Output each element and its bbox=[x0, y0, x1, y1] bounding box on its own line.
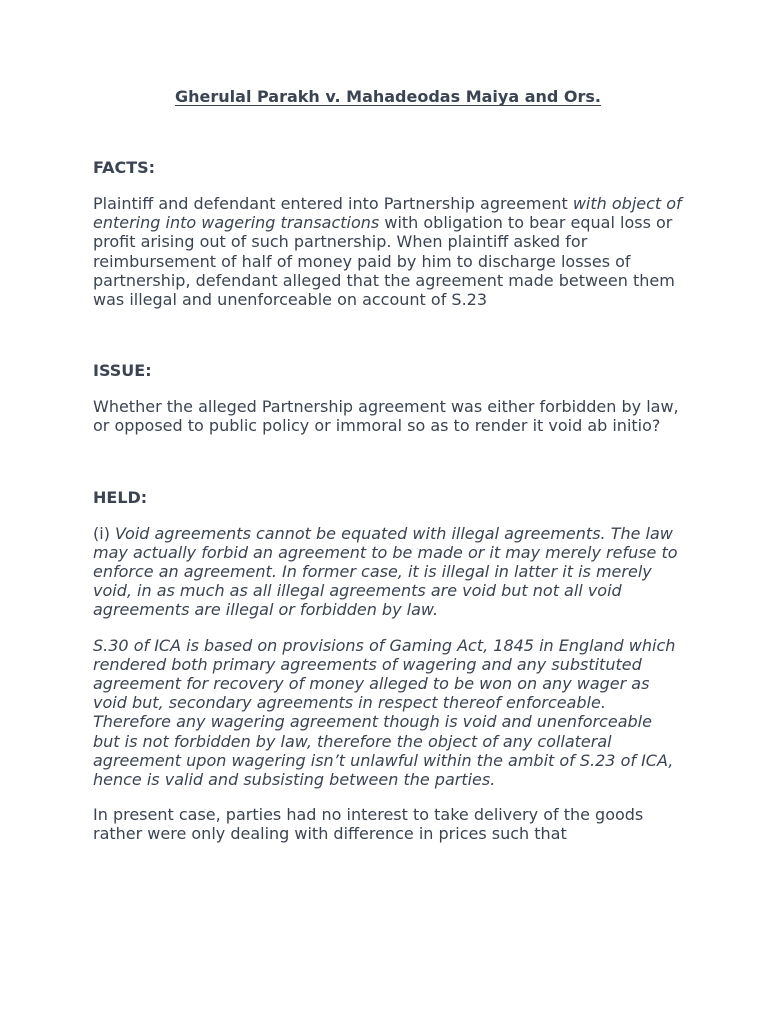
held-paragraph-1 bbox=[93, 524, 683, 620]
document-page bbox=[93, 86, 683, 844]
held-paragraph-3: In present case, parties had no interest to take delivery of the goods rather were only dealing with difference in prices such that bbox=[93, 805, 644, 844]
facts-text-a: Plaintiff and defendant entered into Partnership agreement bbox=[93, 194, 573, 213]
facts-paragraph bbox=[93, 194, 683, 309]
issue-paragraph: Whether the alleged Partnership agreement was either forbidden by law, or opposed to public policy or immoral so as to render it void ab initio? bbox=[93, 397, 679, 436]
facts-text-italic: with object of entering into wagering transactions bbox=[93, 194, 682, 233]
held-para1-prefix: (i) bbox=[93, 523, 116, 543]
facts-heading: FACTS: bbox=[93, 158, 156, 177]
facts-text-c: with obligation to bear equal loss or profit arising out of such partnership. When plaintiff asked for reimbursement of half of money paid by him to discharge losses of partnership, defendant alleged that the agreement made between them was illegal and unenforceable on account of S.23 bbox=[93, 213, 675, 310]
held-heading: HELD: bbox=[93, 487, 148, 507]
document-title: Gherulal Parakh v. Mahadeodas Maiya and Ors. bbox=[175, 87, 601, 106]
held-para1-italic: Void agreements cannot be equated with illegal agreements. The law may actually forbid an agreement to be made or it may merely refuse to enforce an agreement. In former case, it is illegal in latter it is merely void, in as much as all illegal agreements are void but not all void agreements are illegal or forbidden by law. bbox=[93, 523, 678, 620]
held-paragraph-2: S.30 of ICA is based on provisions of Gaming Act, 1845 in England which rendered both primary agreements of wagering and any substituted agreement for recovery of money alleged to be won on any wager as void but, secondary agreements in respect thereof enforceable. Therefore any wagering agreement though is void and unenforceable but is not forbidden by law, therefore the object of any collateral agreement upon wagering isn’t unlawful within the ambit of S.23 of ICA, hence is valid and subsisting between the parties. bbox=[93, 635, 676, 790]
issue-heading: ISSUE: bbox=[93, 361, 152, 381]
